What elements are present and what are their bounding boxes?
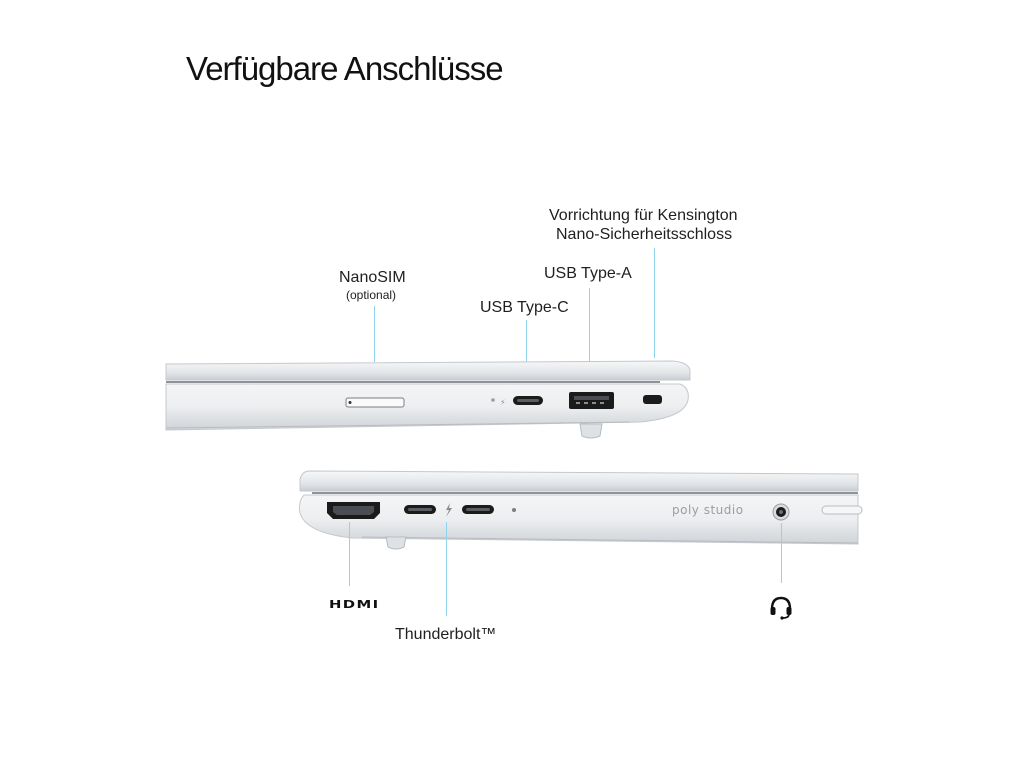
kensington-label-line1: Vorrichtung für Kensington: [549, 207, 738, 224]
laptop-left-side-view: [292, 465, 862, 555]
status-led: [512, 508, 516, 512]
headset-icon: [768, 594, 794, 620]
poly-studio-brand: poly studio: [672, 503, 744, 517]
nanosim-note: (optional): [346, 288, 397, 302]
vent-slot: [822, 506, 862, 514]
lid-edge: [300, 471, 858, 491]
kensington-slot: [643, 395, 662, 404]
usb-a-leader-line: [589, 288, 590, 361]
usb-c-label: USB Type-C: [480, 299, 569, 316]
svg-text:⚡: ⚡: [500, 398, 506, 407]
usb-a-label: USB Type-A: [544, 265, 632, 282]
rubber-foot: [386, 537, 406, 549]
usb-a-port: [569, 392, 614, 409]
charge-led: [491, 398, 495, 402]
kensington-label-line2: Nano-Sicherheitsschloss: [556, 226, 733, 243]
hdmi-logo: HDMI: [329, 598, 380, 611]
nanosim-slot: [346, 398, 404, 407]
rubber-foot: [580, 424, 602, 438]
base-edge: [300, 495, 859, 544]
laptop-right-side-view: [160, 352, 700, 442]
thunderbolt-label: Thunderbolt™: [395, 626, 497, 643]
kensington-leader-line: [654, 248, 655, 358]
thunderbolt-leader-line: [446, 522, 447, 616]
page-title: Verfügbare Anschlüsse: [186, 50, 503, 87]
nanosim-label: NanoSIM: [339, 269, 406, 286]
lid-edge: [166, 361, 690, 380]
headset-leader-line: [781, 523, 782, 583]
hdmi-leader-line: [349, 522, 350, 586]
